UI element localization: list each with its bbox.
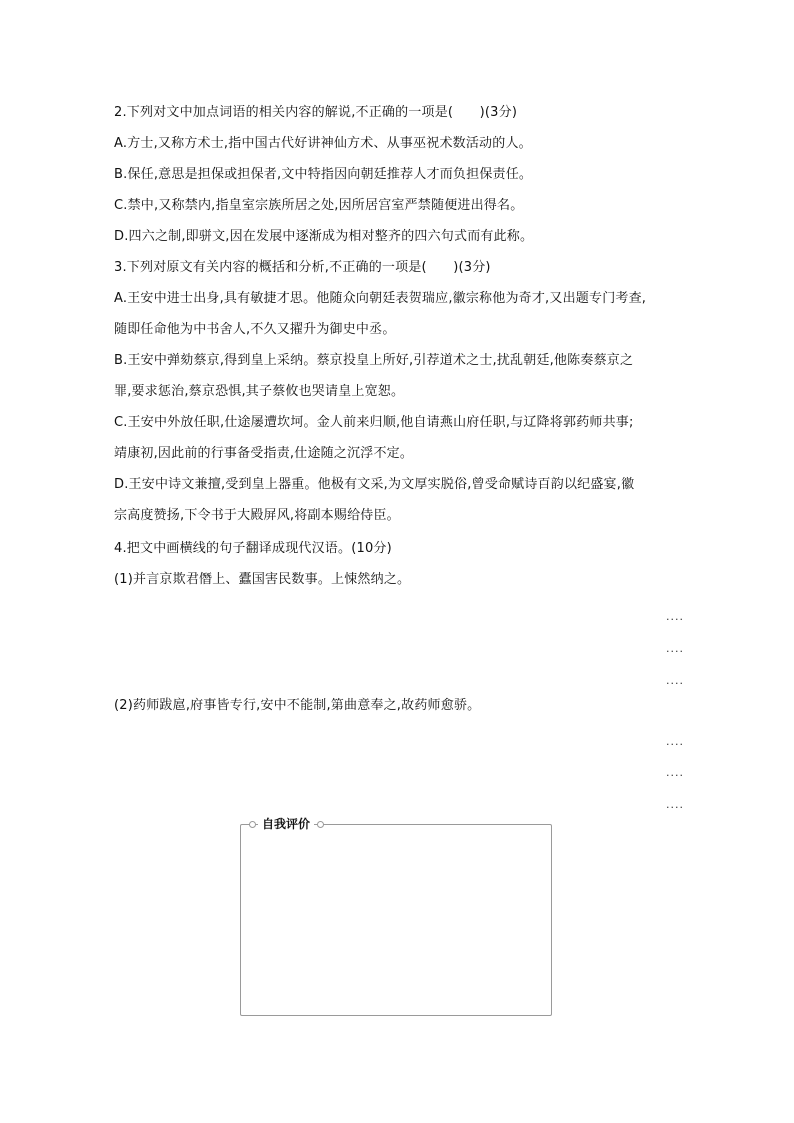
title-bullet-right: [317, 821, 324, 828]
q3-option-b-line2: 罪,要求惩治,蔡京恐惧,其子蔡攸也哭请皇上宽恕。: [114, 384, 405, 399]
q4-sub2: (2)药师跋扈,府事皆专行,安中不能制,第曲意奉之,故药师愈骄。: [114, 698, 481, 713]
q3-option-b-line1: B.王安中弹劾蔡京,得到皇上采纳。蔡京投皇上所好,引荐道术之士,扰乱朝廷,他陈奏蔡京之: [114, 353, 634, 368]
q3-option-c-line2: 靖康初,因此前的行事备受指责,仕途随之沉浮不定。: [114, 446, 414, 461]
self-evaluation-title: 自我评价: [258, 816, 314, 832]
q4-sub1: (1)并言京欺君僭上、蠹国害民数事。上悚然纳之。: [114, 572, 411, 587]
self-evaluation-box[interactable]: [240, 824, 552, 1016]
q3-option-a-line1: A.王安中进士出身,具有敏捷才思。他随众向朝廷表贺瑞应,徽宗称他为奇才,又出题专门考查,: [114, 291, 647, 306]
q2-option-d: D.四六之制,即骈文,因在发展中逐渐成为相对整齐的四六句式而有此称。: [114, 229, 534, 244]
answer-line[interactable]: ....: [666, 674, 684, 687]
q3-option-a-line2: 随即任命他为中书舍人,不久又擢升为御史中丞。: [114, 322, 396, 337]
q3-stem: 3.下列对原文有关内容的概括和分析,不正确的一项是( )(3分): [114, 260, 491, 275]
answer-line[interactable]: ....: [666, 610, 684, 623]
answer-line[interactable]: ....: [666, 798, 684, 811]
q2-option-a: A.方士,又称方术士,指中国古代好讲神仙方术、从事巫祝术数活动的人。: [114, 136, 532, 151]
q2-option-c: C.禁中,又称禁内,指皇室宗族所居之处,因所居宫室严禁随便进出得名。: [114, 198, 524, 213]
answer-line[interactable]: ....: [666, 642, 684, 655]
q3-option-d-line1: D.王安中诗文兼擅,受到皇上器重。他极有文采,为文厚实脱俗,曾受命赋诗百韵以纪盛宴,徽: [114, 477, 635, 492]
q2-stem: 2.下列对文中加点词语的相关内容的解说,不正确的一项是( )(3分): [114, 105, 518, 120]
answer-line[interactable]: ....: [666, 735, 684, 748]
title-bullet-left: [249, 821, 256, 828]
q3-option-d-line2: 宗高度赞扬,下令书于大殿屏风,将副本赐给侍臣。: [114, 508, 400, 523]
q4-stem: 4.把文中画横线的句子翻译成现代汉语。(10分): [114, 541, 392, 556]
answer-line[interactable]: ....: [666, 766, 684, 779]
q2-option-b: B.保任,意思是担保或担保者,文中特指因向朝廷推荐人才而负担保责任。: [114, 167, 533, 182]
q3-option-c-line1: C.王安中外放任职,仕途屡遭坎坷。金人前来归顺,他自请燕山府任职,与辽降将郭药师共事;: [114, 415, 634, 430]
